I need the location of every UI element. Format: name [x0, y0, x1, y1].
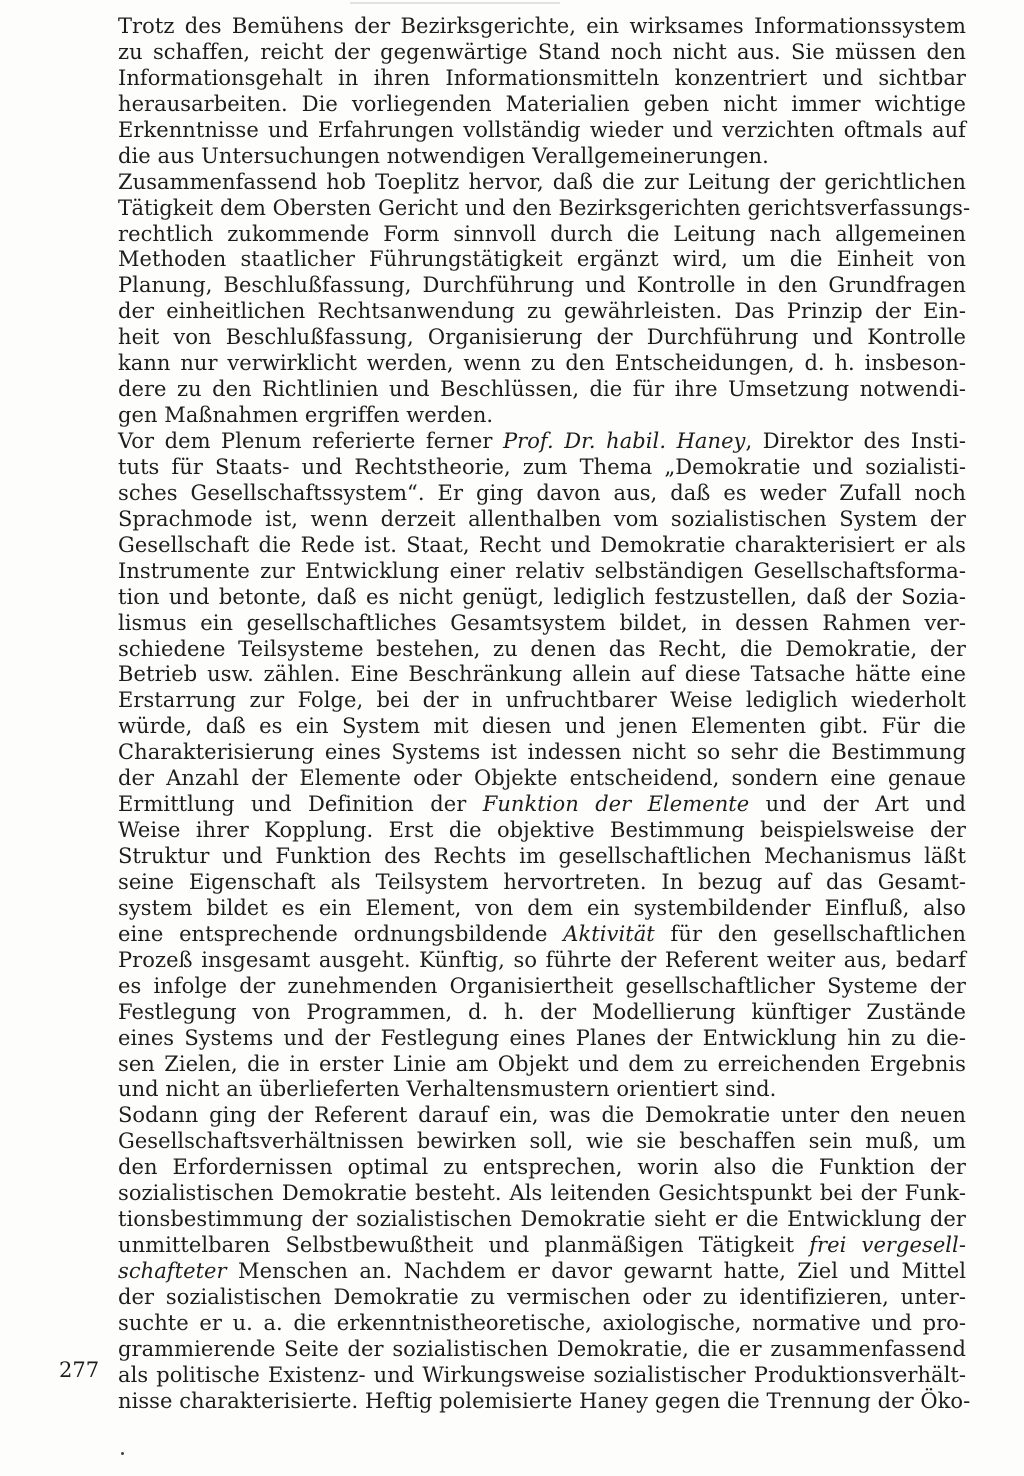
text-line	[118, 533, 966, 559]
text-line	[118, 1285, 966, 1311]
text-line-run: Sprachmode ist, wenn derzeit allenthalben vom sozialistischen System der	[118, 506, 966, 531]
text-line-run: die aus Untersuchungen notwendigen Verallgemeinerungen.	[118, 143, 769, 168]
text-line	[118, 1155, 966, 1181]
text-line-run: Charakterisierung eines Systems ist indessen nicht so sehr die Bestimmung	[118, 740, 966, 765]
text-line-run: der einheitlichen Rechtsanwendung zu gewährleisten. Das Prinzip der Ein-	[118, 299, 966, 324]
text-line	[118, 1026, 966, 1052]
text-line	[118, 792, 966, 818]
text-line	[118, 14, 966, 40]
text-line	[118, 66, 966, 92]
text-line	[118, 559, 966, 585]
text-line	[118, 351, 966, 377]
text-line	[118, 637, 966, 663]
text-line	[118, 377, 966, 403]
text-line-run: Gesellschaftsverhältnissen bewirken soll, wie sie beschaffen sein muß, um	[118, 1129, 966, 1154]
text-line-run: Trotz des Bemühens der Bezirksgerichte, ein wirksames Informationssystem	[118, 14, 966, 38]
text-line-run: nisse charakterisierte. Heftig polemisierte Haney gegen die Trennung der Öko-	[118, 1388, 971, 1413]
text-line	[118, 222, 966, 248]
text-line-run: kann nur verwirklicht werden, wenn zu den Entscheidungen, d. h. insbeson-	[118, 351, 966, 376]
text-line	[118, 585, 966, 611]
text-line	[118, 299, 966, 325]
text-line	[118, 662, 966, 688]
text-line	[118, 714, 966, 740]
scan-speck	[121, 1452, 124, 1455]
text-line-run: , Direktor des Insti-	[745, 429, 966, 453]
text-line-run: Informationsgehalt in ihren Informationsmitteln konzentriert und sichtbar	[118, 65, 966, 90]
text-line-run: herausarbeiten. Die vorliegenden Materialien geben nicht immer wichtige	[118, 91, 966, 116]
text-line	[118, 974, 966, 1000]
body-text	[118, 14, 971, 1415]
text-line-run: lismus ein gesellschaftliches Gesamtsystem bildet, in dessen Rahmen ver-	[118, 610, 966, 635]
text-line-run: als politische Existenz- und Wirkungsweise sozialistischer Produktionsverhält-	[118, 1362, 966, 1387]
text-line-run: unmittelbaren Selbstbewußtheit und planmäßigen Tätigkeit	[118, 1233, 810, 1258]
text-line	[118, 1363, 966, 1389]
text-line	[118, 688, 966, 714]
text-line-run: Vor dem Plenum referierte ferner	[118, 429, 503, 453]
text-line-run: für den gesellschaftlichen	[654, 921, 966, 946]
text-line	[118, 1337, 966, 1363]
text-line-run: rechtlich zukommende Form sinnvoll durch die Leitung nach allgemeinen	[118, 221, 966, 246]
text-line	[118, 1000, 966, 1026]
text-line-run: Zusammenfassend hob Toeplitz hervor, daß die zur Leitung der gerichtlichen	[118, 169, 966, 194]
text-line-run: der Anzahl der Elemente oder Objekte entscheidend, sondern eine genaue	[118, 766, 966, 791]
text-line	[118, 144, 966, 170]
text-line-run: sen Zielen, die in erster Linie am Objekt und dem zu erreichenden Ergebnis	[118, 1051, 966, 1076]
text-line	[118, 1077, 966, 1103]
text-line-run: zu schaffen, reicht der gegenwärtige Stand noch nicht aus. Sie müssen den	[118, 39, 966, 64]
text-line-run: Menschen an. Nachdem er davor gewarnt hatte, Ziel und Mittel	[226, 1259, 966, 1283]
text-line-run: Erkenntnisse und Erfahrungen vollständig wieder und verzichten oftmals auf	[118, 117, 966, 142]
text-line	[118, 1103, 966, 1129]
text-line	[118, 870, 966, 896]
text-line-run: eine entsprechende ordnungsbildende	[118, 921, 564, 946]
text-line	[118, 403, 966, 429]
text-line	[118, 507, 966, 533]
text-line	[118, 170, 966, 196]
text-line-emphasis: schafteter	[118, 1259, 227, 1283]
text-line	[118, 40, 966, 66]
text-line-run: tion und betonte, daß es nicht genügt, lediglich festzustellen, daß der Sozia-	[118, 584, 966, 609]
text-line-run: tionsbestimmung der sozialistischen Demokratie sieht er die Entwicklung der	[118, 1207, 966, 1232]
text-line-run: heit von Beschlußfassung, Organisierung der Durchführung und Kontrolle	[118, 325, 966, 350]
text-line-run: Tätigkeit dem Obersten Gericht und den Bezirksgerichten gerichtsverfassungs-	[118, 195, 971, 220]
text-line	[118, 922, 966, 948]
text-line-run: Festlegung von Programmen, d. h. der Modellierung künftiger Zustände	[118, 999, 966, 1024]
text-line-run: grammierende Seite der sozialistischen Demokratie, die er zusammenfassend	[118, 1336, 966, 1361]
text-line-run: sozialistischen Demokratie besteht. Als leitenden Gesichtspunkt bei der Funk-	[118, 1181, 966, 1206]
text-line-emphasis: Aktivität	[563, 921, 655, 946]
text-line-run: Struktur und Funktion des Rechts im gesellschaftlichen Mechanismus läßt	[118, 844, 966, 868]
text-line-run: seine Eigenschaft als Teilsystem hervortreten. In bezug auf das Gesamt-	[118, 869, 966, 894]
text-line	[118, 118, 966, 144]
text-line-run: eines Systems und der Festlegung eines Planes der Entwicklung hin zu die-	[118, 1025, 966, 1050]
text-line	[118, 481, 966, 507]
text-line-run: schiedene Teilsysteme bestehen, zu denen das Recht, die Demokratie, der	[118, 636, 966, 661]
text-line	[118, 92, 966, 118]
text-line-run: es infolge der zunehmenden Organisiertheit gesellschaftlicher Systeme der	[118, 973, 966, 998]
text-line	[118, 195, 971, 222]
scan-artifact	[350, 2, 560, 4]
text-line-run: Gesellschaft die Rede ist. Staat, Recht und Demokratie charakterisiert er als	[118, 532, 966, 557]
text-line-run: Planung, Beschlußfassung, Durchführung und Kontrolle in den Grundfragen	[118, 273, 966, 298]
text-line	[118, 1233, 966, 1259]
text-line	[118, 1129, 966, 1155]
text-line	[118, 1259, 966, 1285]
text-line-run: Prozeß insgesamt ausgeht. Künftig, so führte der Referent weiter aus, bedarf	[118, 947, 966, 972]
text-line	[118, 740, 966, 766]
text-line-run: den Erfordernissen optimal zu entsprechen, worin also die Funktion der	[118, 1155, 966, 1180]
text-line-run: suchte er u. a. die erkenntnistheoretische, axiologische, normative und pro-	[118, 1310, 966, 1335]
text-line-run: Methoden staatlicher Führungstätigkeit ergänzt wird, um die Einheit von	[118, 247, 966, 272]
text-line-run: system bildet es ein Element, von dem ein systembildender Einfluß, also	[118, 895, 966, 920]
text-line	[118, 948, 966, 974]
text-line	[118, 1207, 966, 1233]
text-line	[118, 1311, 966, 1337]
text-line	[118, 896, 966, 922]
text-line-run: gen Maßnahmen ergriffen werden.	[118, 403, 494, 428]
text-line	[118, 1388, 971, 1415]
text-line-run: würde, daß es ein System mit diesen und jenen Elementen gibt. Für die	[118, 714, 966, 739]
text-line-run: sches Gesellschaftssystem“. Er ging davon aus, daß es weder Zufall noch	[118, 480, 966, 505]
text-line	[118, 247, 966, 273]
text-line-run: Instrumente zur Entwicklung einer relativ selbständigen Gesellschaftsforma-	[118, 558, 966, 583]
text-line-run: Ermittlung und Definition der	[118, 792, 483, 817]
text-line	[118, 429, 966, 455]
text-line-emphasis: Funktion der Elemente	[482, 792, 750, 817]
text-line-run: Betrieb usw. zählen. Eine Beschränkung allein auf diese Tatsache hätte eine	[118, 662, 966, 687]
text-line	[118, 273, 966, 299]
text-line	[118, 325, 966, 351]
text-line	[118, 611, 966, 637]
text-line-run: Erstarrung zur Folge, bei der in unfruchtbarer Weise lediglich wiederholt	[118, 688, 966, 713]
text-line-emphasis: frei vergesell-	[809, 1233, 966, 1258]
text-line	[118, 1052, 966, 1078]
text-line	[118, 455, 966, 481]
page-number: 277	[59, 1358, 100, 1382]
text-line-run: und der Art und	[749, 792, 967, 817]
text-line	[118, 766, 966, 792]
text-line-run: Sodann ging der Referent darauf ein, was die Demokratie unter den neuen	[118, 1103, 966, 1128]
text-line-run: dere zu den Richtlinien und Beschlüssen, die für ihre Umsetzung notwendi-	[118, 377, 966, 402]
text-line-emphasis: Prof. Dr. habil. Haney	[502, 429, 746, 453]
text-line	[118, 844, 966, 870]
text-line	[118, 1181, 966, 1207]
text-line-run: und nicht an überlieferten Verhaltensmustern orientiert sind.	[118, 1077, 777, 1102]
text-line-run: Weise ihrer Kopplung. Erst die objektive Bestimmung beispielsweise der	[118, 818, 966, 843]
text-line	[118, 818, 966, 844]
text-line-run: tuts für Staats- und Rechtstheorie, zum Thema „Demokratie und sozialisti-	[118, 454, 966, 479]
text-line-run: der sozialistischen Demokratie zu vermischen oder zu identifizieren, unter-	[118, 1284, 966, 1309]
